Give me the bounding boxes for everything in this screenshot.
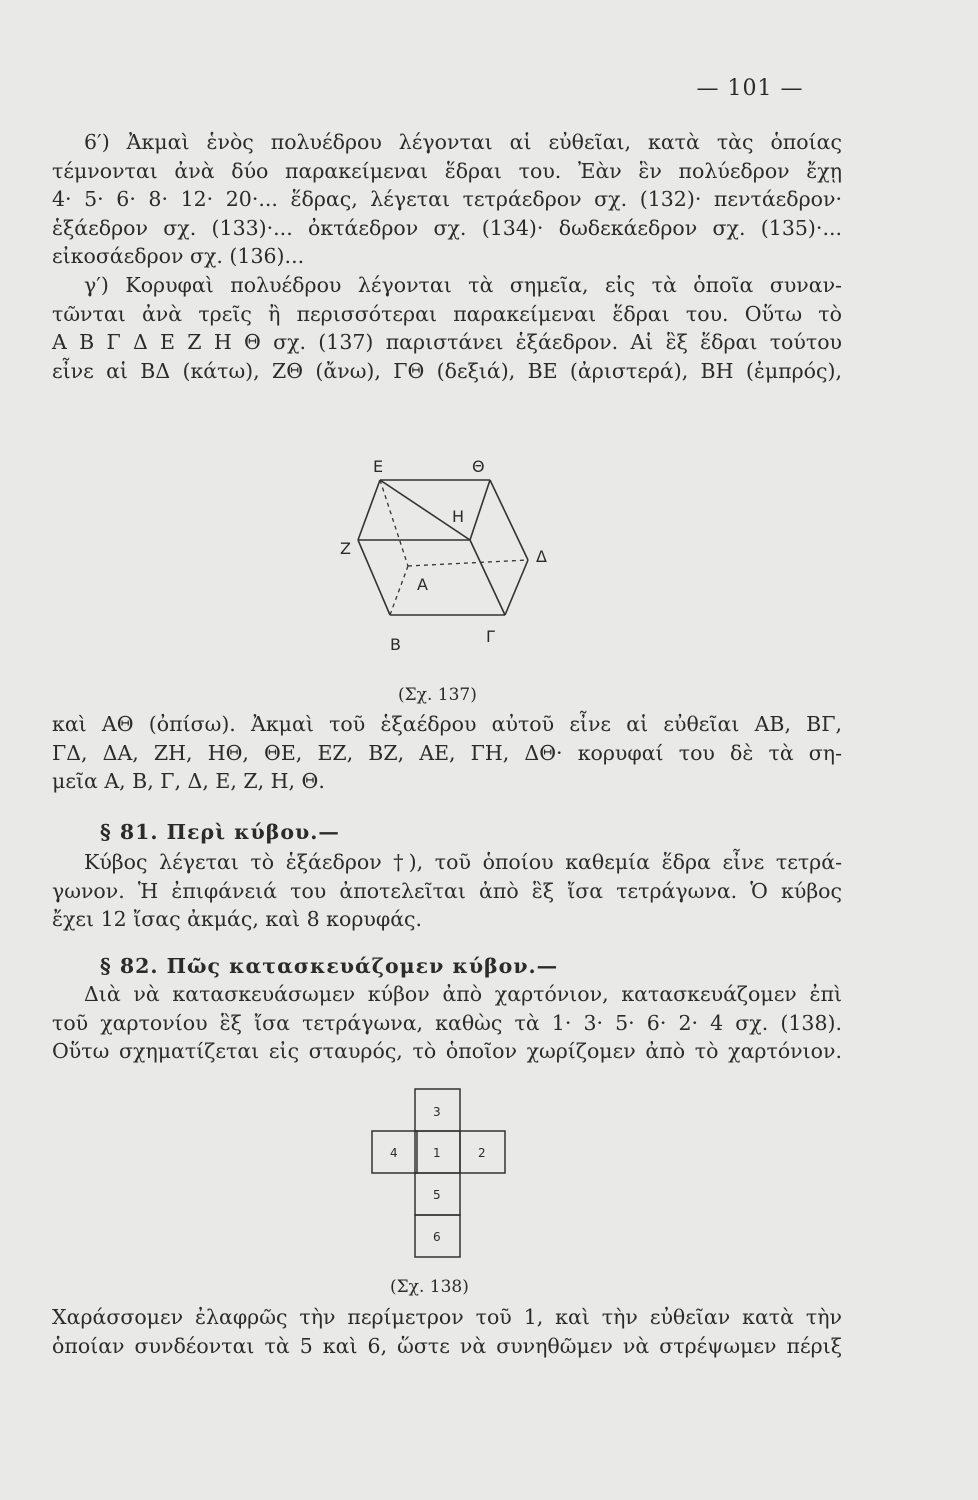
text-line: τῶνται ἀνὰ τρεῖς ἢ περισσότεραι παρακείμεναι ἕδραι του. Οὕτω τὸ (52, 301, 842, 326)
text-line: ἔχει 12 ἴσας ἀκμάς, καὶ 8 κορυφάς. (52, 907, 423, 932)
square-6: 6 (433, 1230, 441, 1244)
figure-138-caption: (Σχ. 138) (390, 1277, 469, 1297)
paragraph-cube-definition (52, 848, 842, 934)
text-line: τοῦ χαρτονίου ἓξ ἴσα τετράγωνα, καθὼς τὰ 1· 3· 5· 6· 2· 4 σχ. (138). (52, 1010, 842, 1035)
text-line: ὁποίαν συνδέονται τὰ 5 καὶ 6, ὥστε νὰ συνηθῶμεν νὰ στρέψωμεν πέριξ (52, 1333, 842, 1358)
square-3: 3 (433, 1105, 441, 1119)
text-line: καὶ ΑΘ (ὀπίσω). Ἀκμαὶ τοῦ ἑξαέδρου αὐτοῦ εἶνε αἱ εὐθεῖαι ΑΒ, ΒΓ, (52, 712, 842, 736)
text-line: 6′) Ἀκμαὶ ἑνὸς πολυέδρου λέγονται αἱ εὐθεῖαι, κατὰ τὰς ὁποίας (84, 130, 842, 154)
section-82-heading: § 82. Πῶς κατασκευάζομεν κύβον.— (100, 954, 559, 978)
paragraph-edges-vertices (52, 128, 842, 385)
figure-138-cube-net (370, 1085, 510, 1265)
text-line: Οὕτω σχηματίζεται εἰς σταυρός, τὸ ὁποῖον χωρίζομεν ἀπὸ τὸ χαρτόνιον. (52, 1039, 842, 1064)
square-5: 5 (433, 1188, 441, 1202)
text-line: εἶνε αἱ ΒΔ (κάτω), ΖΘ (ἄνω), ΓΘ (δεξιά), ΒΕ (ἀριστερά), ΒΗ (ἐμπρός), (52, 358, 842, 383)
paragraph-faces-list (52, 710, 842, 796)
square-1: 1 (433, 1146, 441, 1160)
paragraph-folding (52, 1303, 842, 1360)
label-Theta: Θ (472, 457, 485, 476)
page-number: — 101 — (696, 76, 804, 101)
label-E: Ε (373, 457, 384, 476)
text-line: ἑξάεδρον σχ. (133)·... ὀκτάεδρον σχ. (134)· δωδεκάεδρον σχ. (135)·... (52, 215, 842, 240)
label-B: Β (390, 635, 401, 654)
text-line: Α Β Γ Δ Ε Ζ Η Θ σχ. (137) παριστάνει ἑξάεδρον. Αἱ ἓξ ἕδραι τούτου (52, 330, 842, 355)
text-line: ΓΔ, ΔΑ, ΖΗ, ΗΘ, ΘΕ, ΕΖ, ΒΖ, ΑΕ, ΓΗ, ΔΘ· κορυφαί του δὲ τὰ ση- (52, 740, 842, 765)
section-81-heading: § 81. Περὶ κύβου.— (100, 820, 340, 844)
label-A: Α (417, 575, 428, 594)
paragraph-cube-construction (52, 980, 842, 1066)
square-4: 4 (390, 1146, 398, 1160)
label-Delta: Δ (536, 547, 547, 566)
text-line: τέμνονται ἀνὰ δύο παρακείμεναι ἕδραι του. Ἐὰν ἓν πολύεδρον ἔχῃ (52, 158, 842, 183)
text-line: Κύβος λέγεται τὸ ἑξάεδρον †), τοῦ ὁποίου καθεμία ἕδρα εἶνε τετρά- (84, 850, 842, 874)
text-line: 4· 5· 6· 8· 12· 20·... ἕδρας, λέγεται τετράεδρον σχ. (132)· πεντάεδρον· (52, 187, 842, 212)
label-H: Η (452, 507, 465, 526)
label-Gamma: Γ (486, 627, 495, 646)
text-line: Χαράσσομεν ἐλαφρῶς τὴν περίμετρον τοῦ 1, καὶ τὴν εὐθεῖαν κατὰ τὴν (52, 1305, 842, 1329)
label-Z: Ζ (340, 539, 351, 558)
text-line: μεῖα Α, Β, Γ, Δ, Ε, Ζ, Η, Θ. (52, 769, 325, 794)
text-line: γ′) Κορυφαὶ πολυέδρου λέγονται τὰ σημεῖα, εἰς τὰ ὁποῖα συναν- (84, 272, 842, 297)
figure-137-caption: (Σχ. 137) (398, 685, 477, 705)
figure-137-hexahedron (320, 450, 580, 660)
text-line: Διὰ νὰ κατασκευάσωμεν κύβον ἀπὸ χαρτόνιον, κατασκευάζομεν ἐπὶ (84, 982, 842, 1006)
text-line: εἰκοσάεδρον σχ. (136)... (52, 244, 305, 269)
square-2: 2 (478, 1146, 486, 1160)
text-line: γωνον. Ἡ ἐπιφάνειά του ἀποτελεῖται ἀπὸ ἓξ ἴσα τετράγωνα. Ὁ κύβος (52, 878, 842, 903)
